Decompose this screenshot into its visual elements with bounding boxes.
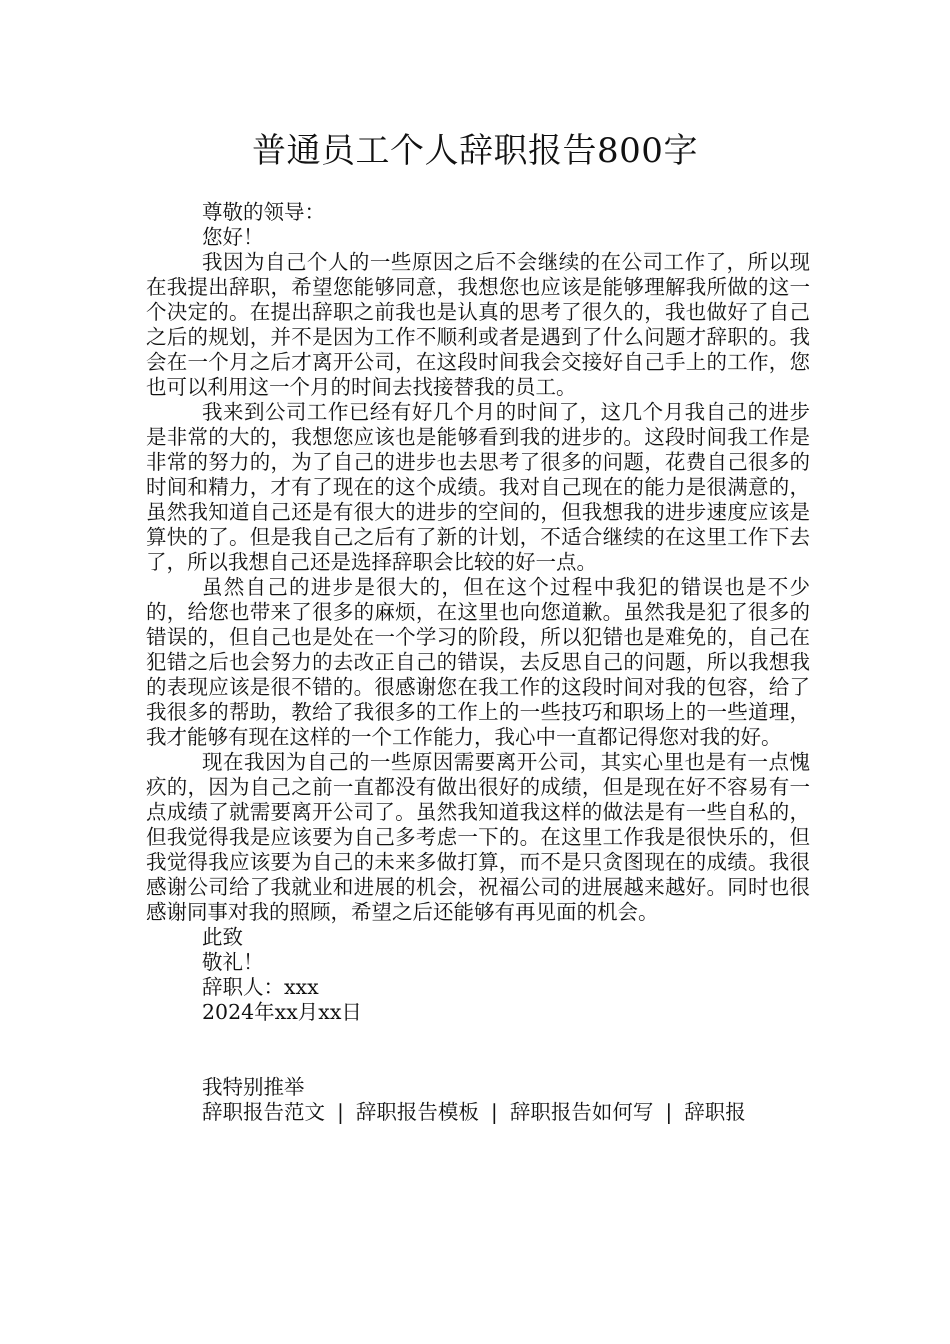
recommend-link-1[interactable]: 辞职报告范文 — [202, 1100, 325, 1124]
link-separator: | — [337, 1100, 344, 1124]
paragraph-1: 我因为自己个人的一些原因之后不会继续的在公司工作了，所以现在我提出辞职，希望您能够同意，我想您也应该是能够理解我所做的这一个决定的。在提出辞职之前我也是认真的思考了很久的，我也做好了自己之后的规划，并不是因为工作不顺利或者是遇到了什么问题才辞职的。我会在一个月之后才离开公司，在这段时间我会交接好自己手上的工作，您也可以利用这一个月的时间去找接替我的员工。 — [146, 250, 810, 399]
recommend-link-2[interactable]: 辞职报告模板 — [355, 1100, 479, 1124]
salutation: 尊敬的领导： — [202, 200, 325, 224]
document-body — [146, 200, 810, 1125]
document-title: 普通员工个人辞职报告800字 — [252, 131, 698, 171]
date: 2024年xx月xx日 — [202, 1000, 362, 1024]
recommend-link-3[interactable]: 辞职报告如何写 — [509, 1100, 654, 1124]
recommend-links — [146, 1100, 810, 1125]
recommend-heading: 我特别推举 — [202, 1075, 305, 1099]
paragraph-3: 虽然自己的进步是很大的，但在这个过程中我犯的错误也是不少的，给您也带来了很多的麻烦，在这里也向您道歉。虽然我是犯了很多的错误的，但自己也是处在一个学习的阶段，所以犯错也是难免的，自己在犯错之后也会努力的去改正自己的错误，去反思自己的问题，所以我想我的表现应该是很不错的。很感谢您在我工作的这段时间对我的包容，给了我很多的帮助，教给了我很多的工作上的一些技巧和职场上的一些道理，我才能够有现在这样的一个工作能力，我心中一直都记得您对我的好。 — [146, 575, 810, 749]
paragraph-4: 现在我因为自己的一些原因需要离开公司，其实心里也是有一点愧疚的，因为自己之前一直都没有做出很好的成绩，但是现在好不容易有一点成绩了就需要离开公司了。虽然我知道我这样的做法是有一些自私的，但我觉得我是应该要为自己多考虑一下的。在这里工作我是很快乐的，但我觉得我应该要为自己的未来多做打算，而不是只贪图现在的成绩。我很感谢公司给了我就业和进展的机会，祝福公司的进展越来越好。同时也很感谢同事对我的照顾，希望之后还能够有再见面的机会。 — [146, 750, 810, 924]
greeting: 您好！ — [202, 225, 264, 249]
paragraph-2: 我来到公司工作已经有好几个月的时间了，这几个月我自己的进步是非常的大的，我想您应该也是能够看到我的进步的。这段时间我工作是非常的努力的，为了自己的进步也去思考了很多的问题，花费自己很多的时间和精力，才有了现在的这个成绩。我对自己现在的能力是很满意的，虽然我知道自己还是有很大的进步的空间的，但我想我的进步速度应该是算快的了。但是我自己之后有了新的计划，不适合继续的在这里工作下去了，所以我想自己还是选择辞职会比较的好一点。 — [146, 400, 810, 574]
recommend-link-4[interactable]: 辞职报 — [684, 1100, 746, 1124]
closing-line-1: 此致 — [202, 925, 243, 949]
signature: 辞职人：xxx — [202, 975, 319, 999]
link-separator: | — [665, 1100, 673, 1124]
spacer — [146, 1025, 810, 1075]
link-separator: | — [490, 1100, 498, 1124]
closing-line-2: 敬礼！ — [202, 950, 264, 974]
